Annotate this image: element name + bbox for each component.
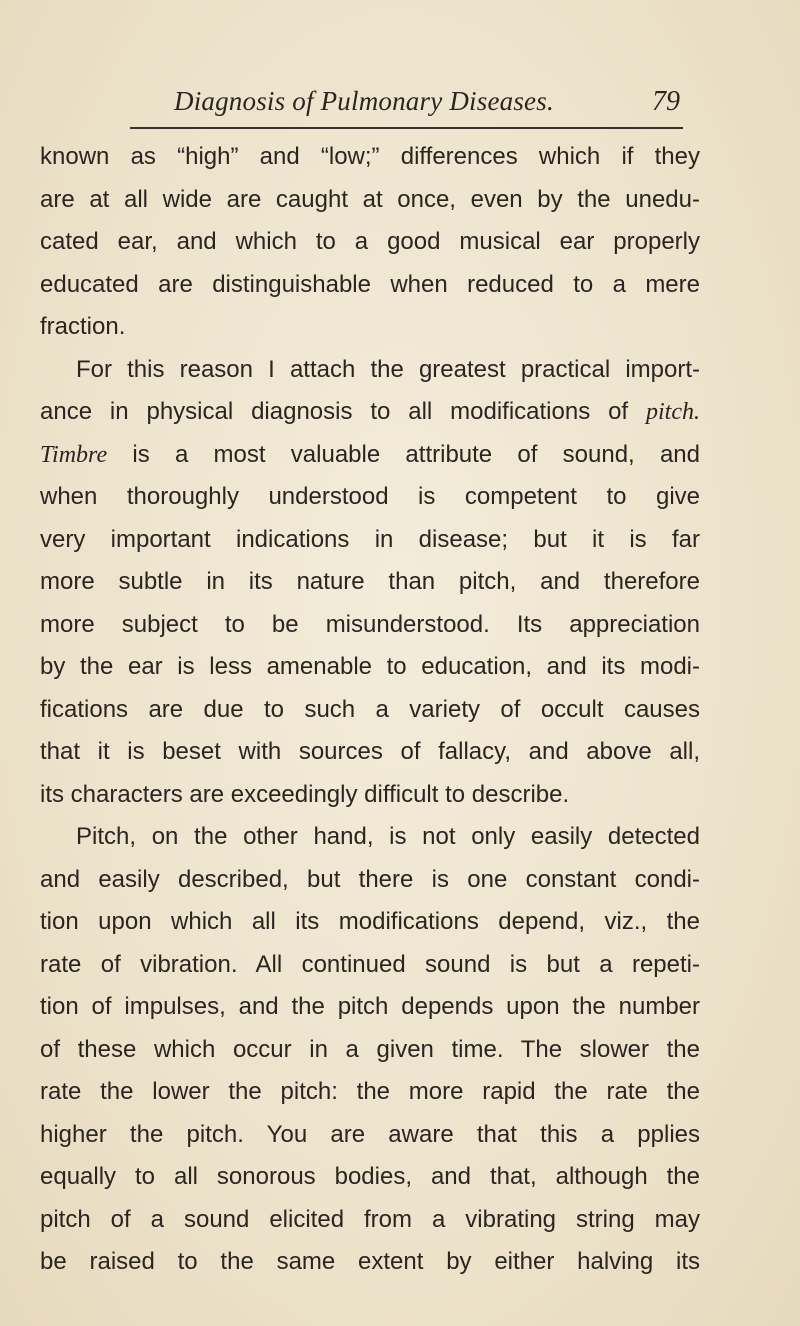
text-line: by the ear is less amenable to education, and its modi- (40, 653, 700, 680)
text-line: that it is beset with sources of fallacy, and above all, (40, 738, 700, 765)
text-line: when thoroughly understood is competent to give (40, 483, 700, 510)
header-rule (130, 127, 683, 129)
text-line: tion of impulses, and the pitch depends upon the number (40, 993, 700, 1020)
text-line: tion upon which all its modifications depend, viz., the (40, 908, 700, 935)
text-segment: ance in physical diagnosis to all modifications of (40, 398, 629, 425)
text-line: fications are due to such a variety of occult causes (40, 695, 700, 723)
text-line: more subject to be misunderstood. Its appreciation (40, 610, 700, 638)
text-line: its characters are exceedingly difficult to describe. (40, 780, 570, 808)
text-line: educated are distinguishable when reduced to a mere (40, 270, 700, 298)
text-line: known as “high” and “low;” differences which if they (40, 143, 700, 170)
emphasis-timbre: Timbre (40, 441, 108, 468)
text-line: very important indications in disease; but it is far (40, 525, 700, 553)
page-number: 79 (652, 86, 680, 117)
text-line (40, 434, 700, 477)
text-segment: is a most valuable attribute of sound, and (132, 440, 700, 468)
emphasis-pitch: pitch. (646, 399, 700, 425)
text-line: rate the lower the pitch: the more rapid the rate the (40, 1078, 700, 1105)
body-text (40, 136, 700, 1284)
text-line: equally to all sonorous bodies, and that, although the (40, 1163, 700, 1190)
text-line: rate of vibration. All continued sound is but a repeti- (40, 950, 700, 978)
text-line: pitch of a sound elicited from a vibrating string may (40, 1205, 700, 1233)
text-line: and easily described, but there is one constant condi- (40, 865, 700, 893)
text-line (40, 391, 700, 434)
text-line: of these which occur in a given time. The slower the (40, 1035, 700, 1063)
text-line: fraction. (40, 313, 126, 340)
text-line: higher the pitch. You are aware that this a pplies (40, 1120, 700, 1148)
text-line: be raised to the same extent by either halving its (40, 1248, 700, 1275)
running-title: Diagnosis of Pulmonary Diseases. (174, 86, 554, 116)
running-head (130, 86, 680, 126)
text-line: cated ear, and which to a good musical ear properly (40, 228, 700, 255)
text-line: are at all wide are caught at once, even by the unedu- (40, 185, 700, 213)
text-line: more subtle in its nature than pitch, and therefore (40, 568, 700, 595)
text-line: For this reason I attach the greatest practical import- (76, 355, 700, 383)
text-line: Pitch, on the other hand, is not only easily detected (76, 823, 700, 850)
